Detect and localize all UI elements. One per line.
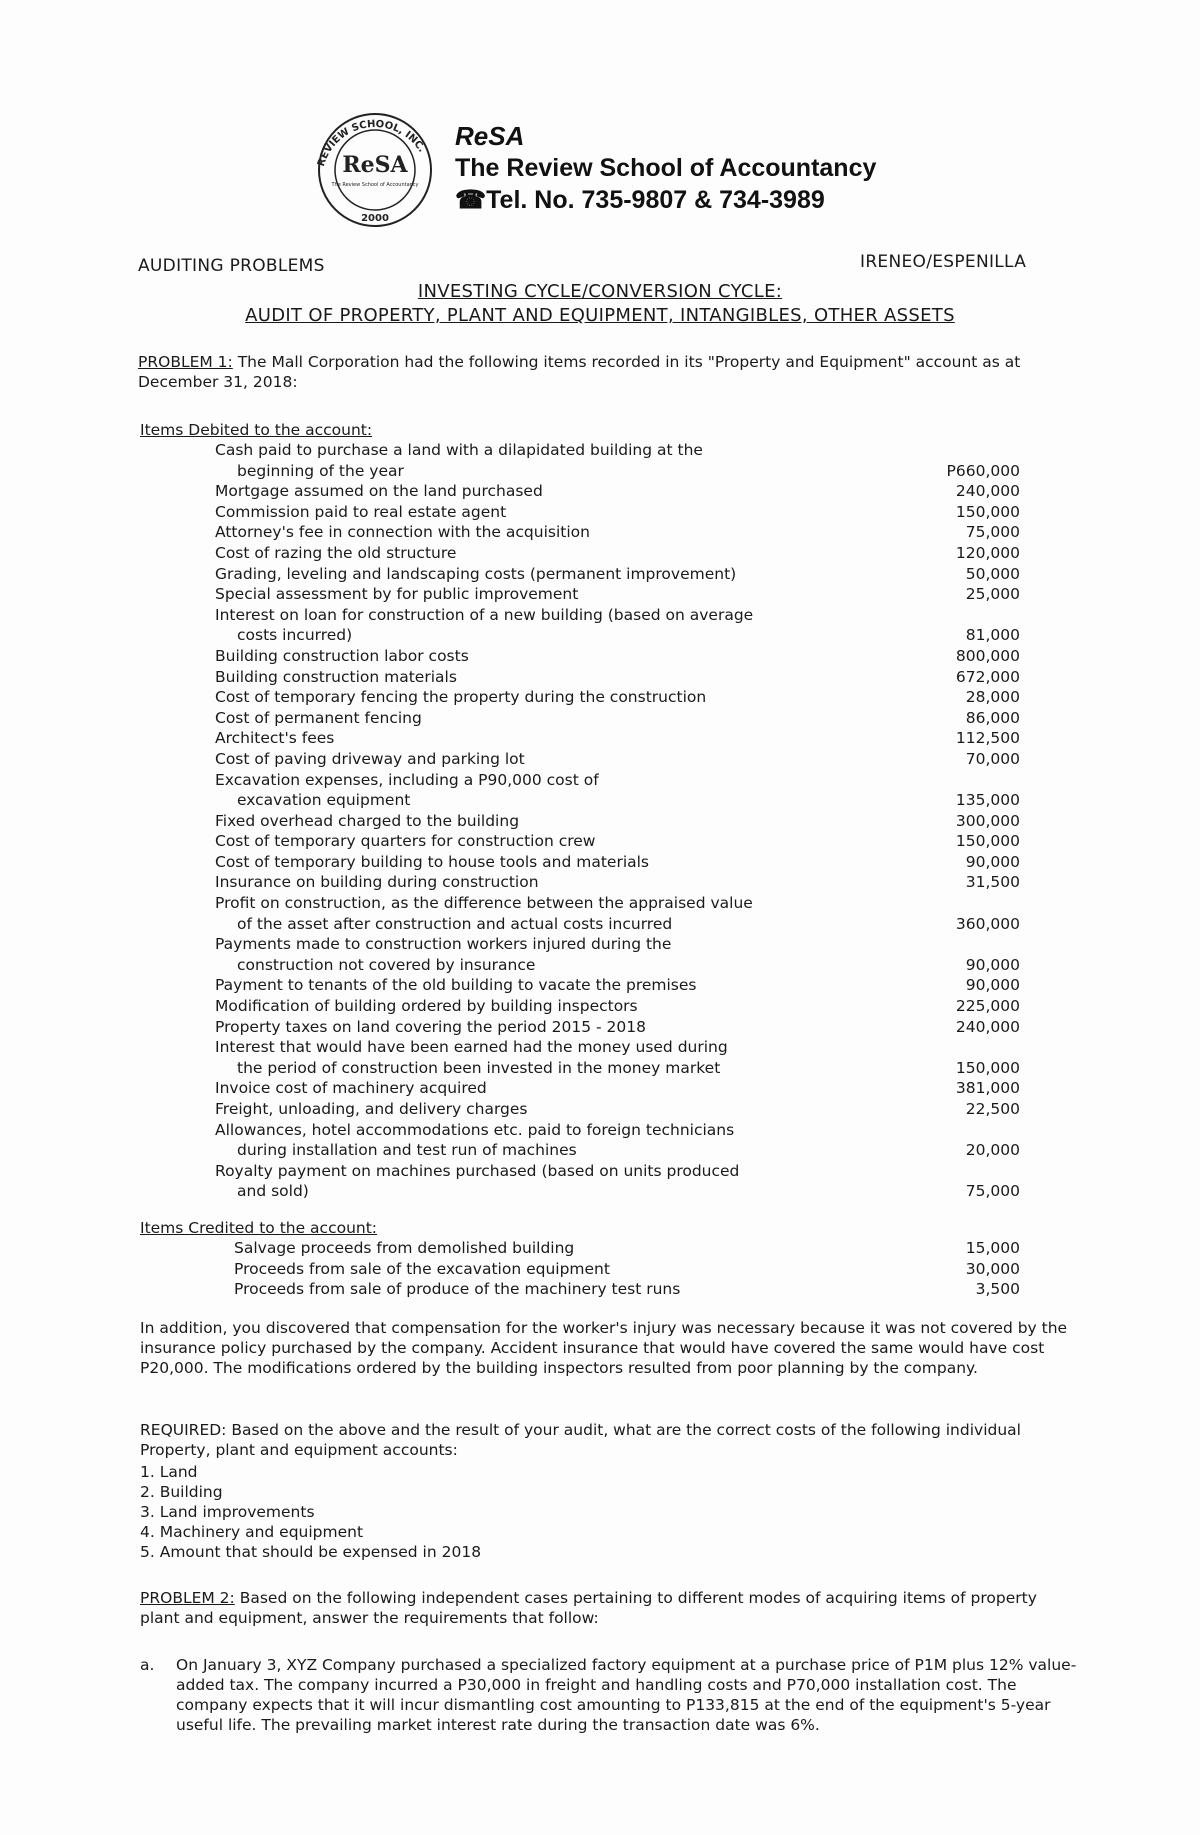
debit-row [140, 872, 1020, 893]
debit-text: Payments made to construction workers injured during the [215, 935, 672, 954]
debit-text: Fixed overhead charged to the building [215, 811, 520, 830]
brand-short: ReSA [455, 121, 525, 151]
debit-row [140, 811, 1020, 832]
debit-text-continued: the period of construction been invested in the money market [237, 1058, 721, 1077]
debit-amount: 120,000 [955, 543, 1020, 562]
debit-row [140, 749, 1020, 770]
problem2-item-a [140, 1655, 1080, 1735]
debit-row [140, 728, 1020, 749]
debit-text: Royalty payment on machines purchased (based on units produced [215, 1161, 740, 1180]
credits-heading: Items Credited to the account: [140, 1219, 378, 1237]
required-item: 5. Amount that should be expensed in 2018 [140, 1543, 482, 1561]
debit-text-continued: of the asset after construction and actual costs incurred [237, 914, 673, 933]
problem2-item-a-letter: a. [140, 1656, 155, 1674]
problem2-intro [140, 1588, 1070, 1628]
resa-seal-logo [300, 108, 450, 228]
debit-amount: 150,000 [955, 832, 1020, 851]
debit-description [140, 1078, 487, 1099]
debit-text-continued: excavation equipment [237, 791, 411, 810]
problem2-item-a-text: On January 3, XYZ Company purchased a specialized factory equipment at a purchase price of P1M plus 12% value-added tax. The company incurred a P30,000 in freight and handling costs and P70,000 installation cost. The company expects that it will incur dismantling cost amounting to P133,815 at the end of the equipment's 5-year useful life. The prevailing market interest rate during the transaction date was 6%. [176, 1656, 1077, 1734]
doc-title-line2: AUDIT OF PROPERTY, PLANT AND EQUIPMENT, INTANGIBLES, OTHER ASSETS [245, 305, 955, 326]
debit-description [140, 975, 697, 996]
debit-row [140, 934, 1020, 975]
debit-description [140, 728, 334, 749]
debit-text: Special assessment by for public improvement [215, 585, 579, 604]
credit-description [140, 1259, 610, 1280]
debit-text: Interest that would have been earned had the money used during [215, 1038, 728, 1057]
credits-list [140, 1238, 1020, 1300]
debit-text: Invoice cost of machinery acquired [215, 1079, 487, 1098]
debit-amount: 800,000 [955, 646, 1020, 665]
debit-text: Cash paid to purchase a land with a dilapidated building at the [215, 441, 703, 459]
seal-year: 2000 [361, 213, 389, 224]
credit-row [140, 1238, 1020, 1259]
debit-description [140, 872, 539, 893]
seal-center-subtext: The Review School of Accountancy [331, 182, 419, 188]
debit-text: Building construction labor costs [215, 646, 469, 665]
credit-row [140, 1279, 1020, 1300]
credit-description [140, 1279, 680, 1300]
debit-description [140, 543, 456, 564]
debit-row [140, 543, 1020, 564]
debit-amount: 90,000 [965, 976, 1020, 995]
debit-text: Allowances, hotel accommodations etc. paid to foreign technicians [215, 1120, 735, 1139]
debit-text-continued: and sold) [237, 1182, 309, 1201]
debit-amount: 31,500 [965, 873, 1020, 892]
debit-row [140, 770, 1020, 811]
debit-text-continued: beginning of the year [237, 461, 404, 480]
debit-description [140, 1099, 528, 1120]
debit-description [140, 481, 543, 502]
debit-description [140, 667, 457, 688]
required-paragraph [140, 1420, 1070, 1460]
brand-block [455, 120, 876, 216]
debit-row [140, 584, 1020, 605]
debit-text: Payment to tenants of the old building to vacate the premises [215, 976, 697, 995]
debit-description [140, 605, 753, 646]
debit-row [140, 564, 1020, 585]
seal-ring-text: REVIEW SCHOOL, INC. [315, 118, 428, 168]
debit-description [140, 996, 638, 1017]
debit-amount: 70,000 [965, 749, 1020, 768]
required-item: 3. Land improvements [140, 1503, 315, 1521]
debit-text: Cost of paving driveway and parking lot [215, 749, 525, 768]
problem1-intro [138, 352, 1068, 392]
debit-row [140, 481, 1020, 502]
debit-amount: 135,000 [955, 791, 1020, 810]
debit-text: Modification of building ordered by building inspectors [215, 997, 638, 1016]
required-text: Based on the above and the result of your audit, what are the correct costs of the following individual Property, plant and equipment accounts: [140, 1421, 1021, 1459]
debit-text: Profit on construction, as the difference between the appraised value [215, 894, 753, 913]
debit-text: Excavation expenses, including a P90,000 cost of [215, 770, 599, 789]
problem1-intro-text: The Mall Corporation had the following items recorded in its "Property and Equipment" account as at December 31, 2018: [138, 353, 1021, 391]
school-name: The Review School of Accountancy [455, 154, 877, 182]
debit-description [140, 852, 649, 873]
required-item: 4. Machinery and equipment [140, 1523, 364, 1541]
debit-text-continued: construction not covered by insurance [237, 955, 536, 974]
debit-amount: 150,000 [955, 502, 1020, 521]
doc-title-line1: INVESTING CYCLE/CONVERSION CYCLE: [417, 281, 783, 302]
credit-amount: 3,500 [975, 1280, 1020, 1299]
debit-row [140, 687, 1020, 708]
debit-description [140, 1017, 646, 1038]
debit-row [140, 1078, 1020, 1099]
telephone: ☎Tel. No. 735-9807 & 734-3989 [455, 186, 825, 214]
debit-text: Property taxes on land covering the period 2015 - 2018 [215, 1017, 646, 1036]
debit-amount: 300,000 [955, 811, 1020, 830]
debit-row [140, 1017, 1020, 1038]
credit-text: Proceeds from sale of the excavation equipment [234, 1259, 610, 1278]
debit-row [140, 1099, 1020, 1120]
debit-description [140, 564, 736, 585]
debit-amount: 75,000 [965, 523, 1020, 542]
debit-row [140, 708, 1020, 729]
debit-amount: 86,000 [965, 708, 1020, 727]
debit-description [140, 708, 422, 729]
debit-description [140, 646, 469, 667]
debit-text: Commission paid to real estate agent [215, 502, 507, 521]
debit-text: Cost of temporary building to house tools and materials [215, 852, 650, 871]
debit-description [140, 1161, 739, 1202]
debit-row [140, 502, 1020, 523]
debit-text: Mortgage assumed on the land purchased [215, 482, 543, 501]
debit-row [140, 440, 1020, 481]
debit-text-continued: costs incurred) [237, 626, 353, 645]
problem1-label: PROBLEM 1: [138, 353, 233, 371]
debit-amount: 240,000 [955, 1017, 1020, 1036]
debit-row [140, 605, 1020, 646]
debit-amount: 150,000 [955, 1058, 1020, 1077]
debit-amount: 75,000 [965, 1182, 1020, 1201]
debit-text: Architect's fees [215, 729, 335, 748]
doc-right-label: IRENEO/ESPENILLA [860, 252, 1027, 272]
debit-amount: 240,000 [955, 482, 1020, 501]
debit-amount: 112,500 [955, 729, 1020, 748]
required-item: 2. Building [140, 1483, 223, 1501]
debit-amount: 672,000 [955, 667, 1020, 686]
debit-description [140, 934, 671, 975]
debit-row [140, 667, 1020, 688]
debit-text: Grading, leveling and landscaping costs (permanent improvement) [215, 564, 737, 583]
addition-paragraph: In addition, you discovered that compensation for the worker's injury was necessary because it was not covered by the insurance policy purchased by the company. Accident insurance that would have covered the same would have cost P20,000. The modifications ordered by the building inspectors resulted from poor planning by the company. [140, 1319, 1068, 1377]
debit-text: Freight, unloading, and delivery charges [215, 1100, 528, 1118]
debit-description [140, 440, 703, 481]
credit-description [140, 1238, 574, 1259]
debits-heading: Items Debited to the account: [140, 421, 373, 439]
debit-description [140, 1037, 728, 1078]
debit-amount: 381,000 [955, 1079, 1020, 1098]
debit-amount: 90,000 [965, 955, 1020, 974]
debit-text: Building construction materials [215, 667, 457, 686]
debit-amount: 360,000 [955, 914, 1020, 933]
debit-row [140, 831, 1020, 852]
debit-description [140, 770, 599, 811]
debit-description [140, 502, 506, 523]
debit-description [140, 687, 706, 708]
debit-text: Attorney's fee in connection with the acquisition [215, 523, 590, 542]
debit-row [140, 852, 1020, 873]
required-item: 1. Land [140, 1463, 198, 1481]
debit-description [140, 749, 525, 770]
debit-row [140, 1037, 1020, 1078]
required-label: REQUIRED: [140, 1421, 227, 1439]
debit-amount: 22,500 [965, 1100, 1020, 1118]
debit-text: Cost of temporary fencing the property during the construction [215, 688, 707, 707]
debit-row [140, 1161, 1020, 1202]
debit-description [140, 831, 595, 852]
debit-amount: 81,000 [965, 626, 1020, 645]
debit-amount: 25,000 [965, 585, 1020, 604]
debit-text: Insurance on building during construction [215, 873, 539, 892]
debit-description [140, 1120, 734, 1161]
debit-text: Cost of razing the old structure [215, 543, 457, 562]
debit-row [140, 646, 1020, 667]
debit-row [140, 975, 1020, 996]
debit-amount: P660,000 [946, 461, 1020, 480]
debit-description [140, 811, 519, 832]
doc-left-label: AUDITING PROBLEMS [138, 256, 325, 276]
debit-row [140, 1120, 1020, 1161]
debit-description [140, 893, 753, 934]
problem2-intro-text: Based on the following independent cases pertaining to different modes of acquiring items of property plant and equipment, answer the requirements that follow: [140, 1589, 1037, 1627]
debit-text: Interest on loan for construction of a new building (based on average [215, 605, 754, 624]
debit-amount: 90,000 [965, 852, 1020, 871]
debit-amount: 50,000 [965, 564, 1020, 583]
debit-amount: 225,000 [955, 997, 1020, 1016]
credit-row [140, 1259, 1020, 1280]
debits-list [140, 440, 1020, 1202]
debit-row [140, 893, 1020, 934]
debit-row [140, 522, 1020, 543]
debit-amount: 28,000 [965, 688, 1020, 707]
credit-text: Proceeds from sale of produce of the machinery test runs [234, 1280, 681, 1299]
problem2-label: PROBLEM 2: [140, 1589, 235, 1607]
debit-text-continued: during installation and test run of machines [237, 1141, 577, 1160]
debit-amount: 20,000 [965, 1141, 1020, 1160]
debit-text: Cost of permanent fencing [215, 708, 422, 727]
seal-center-text: ReSA [342, 152, 408, 178]
credit-text: Salvage proceeds from demolished building [234, 1239, 575, 1257]
debit-text: Cost of temporary quarters for construction crew [215, 832, 596, 851]
debit-description [140, 584, 578, 605]
credit-amount: 15,000 [965, 1239, 1020, 1257]
debit-row [140, 996, 1020, 1017]
credit-amount: 30,000 [965, 1259, 1020, 1278]
required-list [140, 1462, 481, 1562]
debit-description [140, 522, 590, 543]
